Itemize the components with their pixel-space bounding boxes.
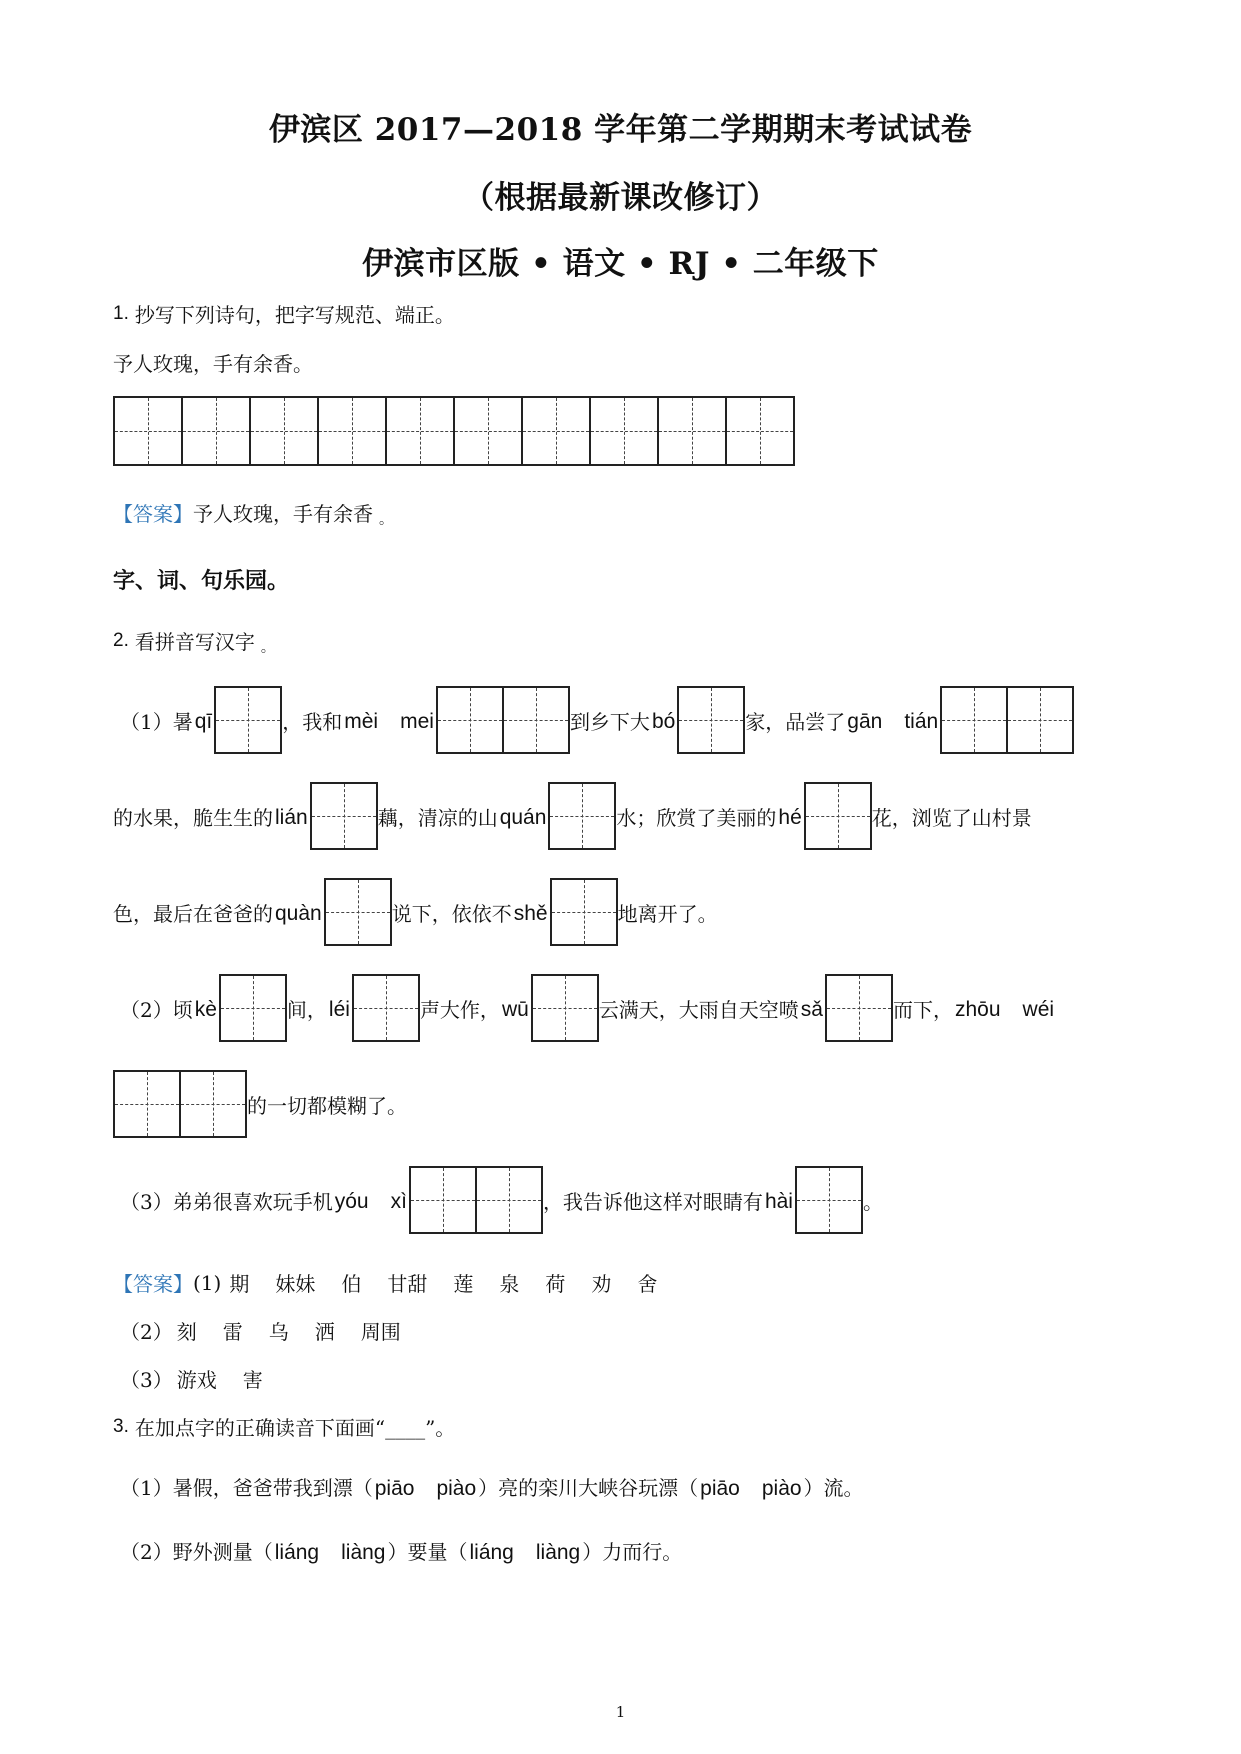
pinyin-option[interactable]: piāo [374,1476,415,1500]
q3-prompt-text: 在加点字的正确读音下面画“____”。 [134,1416,456,1440]
text: 色，最后在爸爸的 [113,901,273,926]
answer-item: 妹妹 [275,1272,316,1296]
text: 水；欣赏了美丽的 [616,805,777,830]
tianzige-grid[interactable] [548,782,616,850]
q3-number: 3. [113,1415,129,1437]
text: 到乡下大 [569,709,650,734]
tianzige-grid[interactable] [352,974,420,1042]
page-number: 1 [615,1703,626,1721]
q3-line1 [120,1472,864,1501]
answer-tag: 【答案】 [113,502,193,526]
answer-item: 劝 [591,1272,612,1296]
text: 声大作， [419,997,500,1022]
pinyin: xì [390,1190,407,1213]
text: 间， [286,997,327,1022]
tianzige-grid[interactable] [219,974,287,1042]
tianzige-grid[interactable] [409,1166,543,1234]
answer-tag: 【答案】 [113,1272,193,1296]
text: ，我告诉他这样对眼睛有 [542,1189,763,1214]
q2-answer-line2 [120,1316,427,1345]
tianzige-grid[interactable] [214,686,282,754]
pinyin: quán [499,806,547,829]
text: （2）野外测量（ [120,1540,273,1564]
tianzige-grid[interactable] [436,686,570,754]
answer-item: 雷 [222,1320,243,1344]
tianzige-cell[interactable] [317,396,387,466]
q2-p1-line2 [113,782,1032,850]
answer-item: 洒 [314,1320,335,1344]
text: 藕，清凉的山 [377,805,498,830]
tianzige-cell[interactable] [352,974,420,1042]
answer-item: 荷 [545,1272,566,1296]
tianzige-cell[interactable] [657,396,727,466]
pinyin-option[interactable]: liáng [274,1540,320,1564]
pinyin-option[interactable]: piāo [700,1476,740,1500]
q1-answer-dot: 。 [379,511,393,528]
page-subtitle: （根据最新课改修订） [463,180,778,216]
q3-prompt [113,1412,455,1441]
text: ）要量（ [387,1540,468,1564]
pinyin: gān [847,710,883,733]
tianzige-grid[interactable] [825,974,893,1042]
tianzige-grid[interactable] [677,686,745,754]
tianzige-cell[interactable] [475,1166,543,1234]
text: 而下， [892,997,953,1022]
pinyin: mei [400,710,434,733]
tianzige-grid[interactable] [940,686,1074,754]
tianzige-cell[interactable] [219,974,287,1042]
tianzige-grid[interactable] [795,1166,863,1234]
tianzige-cell[interactable] [531,974,599,1042]
tianzige-grid[interactable] [324,878,392,946]
q1-poem: 予人玫瑰，手有余香。 [113,352,313,376]
q2-prompt-dot: 。 [260,639,275,656]
pinyin: wéi [1022,998,1055,1021]
pinyin-option[interactable]: liàng [535,1540,581,1564]
text: 云满天，大雨自天空喷 [598,997,799,1022]
tianzige-cell[interactable] [214,686,282,754]
answer-label: (1) [193,1270,222,1295]
q2-p1-line1 [120,686,1074,754]
q2-p2-line1 [120,974,1056,1042]
q2-number: 2. [113,629,129,651]
pinyin: qī [194,710,213,733]
text: ）流。 [803,1476,864,1500]
answer-item: 害 [242,1368,263,1392]
tianzige-cell[interactable] [179,1070,247,1138]
answer-item: 伯 [341,1272,362,1296]
tianzige-cell[interactable] [249,396,319,466]
answer-item: 周围 [360,1320,401,1344]
tianzige-grid[interactable] [550,878,618,946]
tianzige-cell[interactable] [548,782,616,850]
tianzige-cell[interactable] [825,974,893,1042]
text: （1）暑假，爸爸带我到漂（ [120,1476,373,1500]
text: 地离开了。 [617,901,718,926]
tianzige-cell[interactable] [589,396,659,466]
text: ）亮的栾川大峡谷玩漂（ [478,1476,699,1500]
pinyin: mèi [344,710,379,733]
q2-prompt [113,626,275,655]
q2-prompt-text: 看拼音写汉字 [134,630,255,654]
answer-item: 舍 [637,1272,658,1296]
tianzige-cell[interactable] [804,782,872,850]
pinyin: lián [275,806,308,829]
tianzige-grid[interactable] [113,396,795,466]
q1-prompt-text: 抄写下列诗句，把字写规范、端正。 [134,303,455,327]
pinyin: léi [328,998,350,1021]
pinyin-option[interactable]: liàng [341,1540,386,1564]
q2-p2-line2 [113,1070,407,1138]
tianzige-cell[interactable] [113,396,183,466]
text: ）力而行。 [582,1540,683,1564]
text: 说下，依依不 [391,901,512,926]
text: （1）暑 [120,709,193,734]
pinyin-option[interactable]: liáng [469,1540,514,1564]
tianzige-cell[interactable] [795,1166,863,1234]
text: 。 [862,1189,883,1214]
tianzige-cell[interactable] [181,396,251,466]
pinyin: hài [764,1190,793,1213]
answer-item: 泉 [499,1272,520,1296]
q1-answer [113,498,393,527]
pinyin: quàn [275,902,322,925]
tianzige-cell[interactable] [725,396,795,466]
page-title: 伊滨区 2017—2018 学年第二学期期末考试试卷 [268,112,973,148]
pinyin-option[interactable]: piào [761,1476,802,1500]
tianzige-cell[interactable] [453,396,523,466]
pinyin: wū [501,998,529,1021]
pinyin: zhōu [954,998,1001,1021]
answer-label: （3） [120,1368,173,1392]
pinyin: kè [194,998,217,1021]
text: 花，浏览了山村景 [871,805,1032,830]
q2-answer-line3 [120,1364,289,1393]
text: 家，品尝了 [745,709,846,734]
tianzige-cell[interactable] [310,782,378,850]
q2-answer-line1 [113,1268,683,1297]
pinyin: sǎ [800,998,823,1021]
tianzige-grid[interactable] [113,1070,247,1138]
tianzige-cell[interactable] [502,686,570,754]
pinyin: bó [651,710,676,733]
answer-label: （2） [120,1320,173,1344]
tianzige-grid[interactable] [310,782,378,850]
pinyin: shě [513,902,548,925]
q1-number: 1. [113,302,129,324]
answer-item: 甘甜 [387,1272,428,1296]
answer-item: 期 [229,1272,250,1296]
pinyin-option[interactable]: piào [436,1476,477,1500]
pinyin: hé [778,806,802,829]
tianzige-grid[interactable] [531,974,599,1042]
text: （2）顷 [120,997,193,1022]
answer-item: 游戏 [176,1368,217,1392]
tianzige-cell[interactable] [1006,686,1074,754]
q1-writing-grid[interactable] [113,396,795,466]
tianzige-cell[interactable] [940,686,1008,754]
q2-p1-line3 [113,878,718,946]
answer-item: 刻 [176,1320,197,1344]
answer-item: 莲 [453,1272,474,1296]
tianzige-cell[interactable] [521,396,591,466]
tianzige-cell[interactable] [436,686,504,754]
text: ，我和 [282,709,343,734]
section-heading: 字、词、句乐园。 [113,568,290,594]
answer-item: 乌 [268,1320,289,1344]
tianzige-cell[interactable] [550,878,618,946]
tianzige-cell[interactable] [385,396,455,466]
tianzige-cell[interactable] [324,878,392,946]
pinyin: yóu [334,1190,369,1213]
q1-prompt [113,299,455,328]
tianzige-cell[interactable] [409,1166,477,1234]
text: （3）弟弟很喜欢玩手机 [120,1189,333,1214]
edition-title: 伊滨市区版 • 语文 • RJ • 二年级下 [362,246,879,282]
q3-line2 [120,1536,682,1565]
q2-p3-line [120,1166,883,1234]
q1-answer-text: 予人玫瑰，手有余香 [193,502,373,526]
text: 的一切都模糊了。 [247,1093,407,1118]
pinyin: tián [904,710,939,733]
tianzige-cell[interactable] [113,1070,181,1138]
tianzige-grid[interactable] [804,782,872,850]
text: 的水果，脆生生的 [113,805,273,830]
tianzige-cell[interactable] [677,686,745,754]
